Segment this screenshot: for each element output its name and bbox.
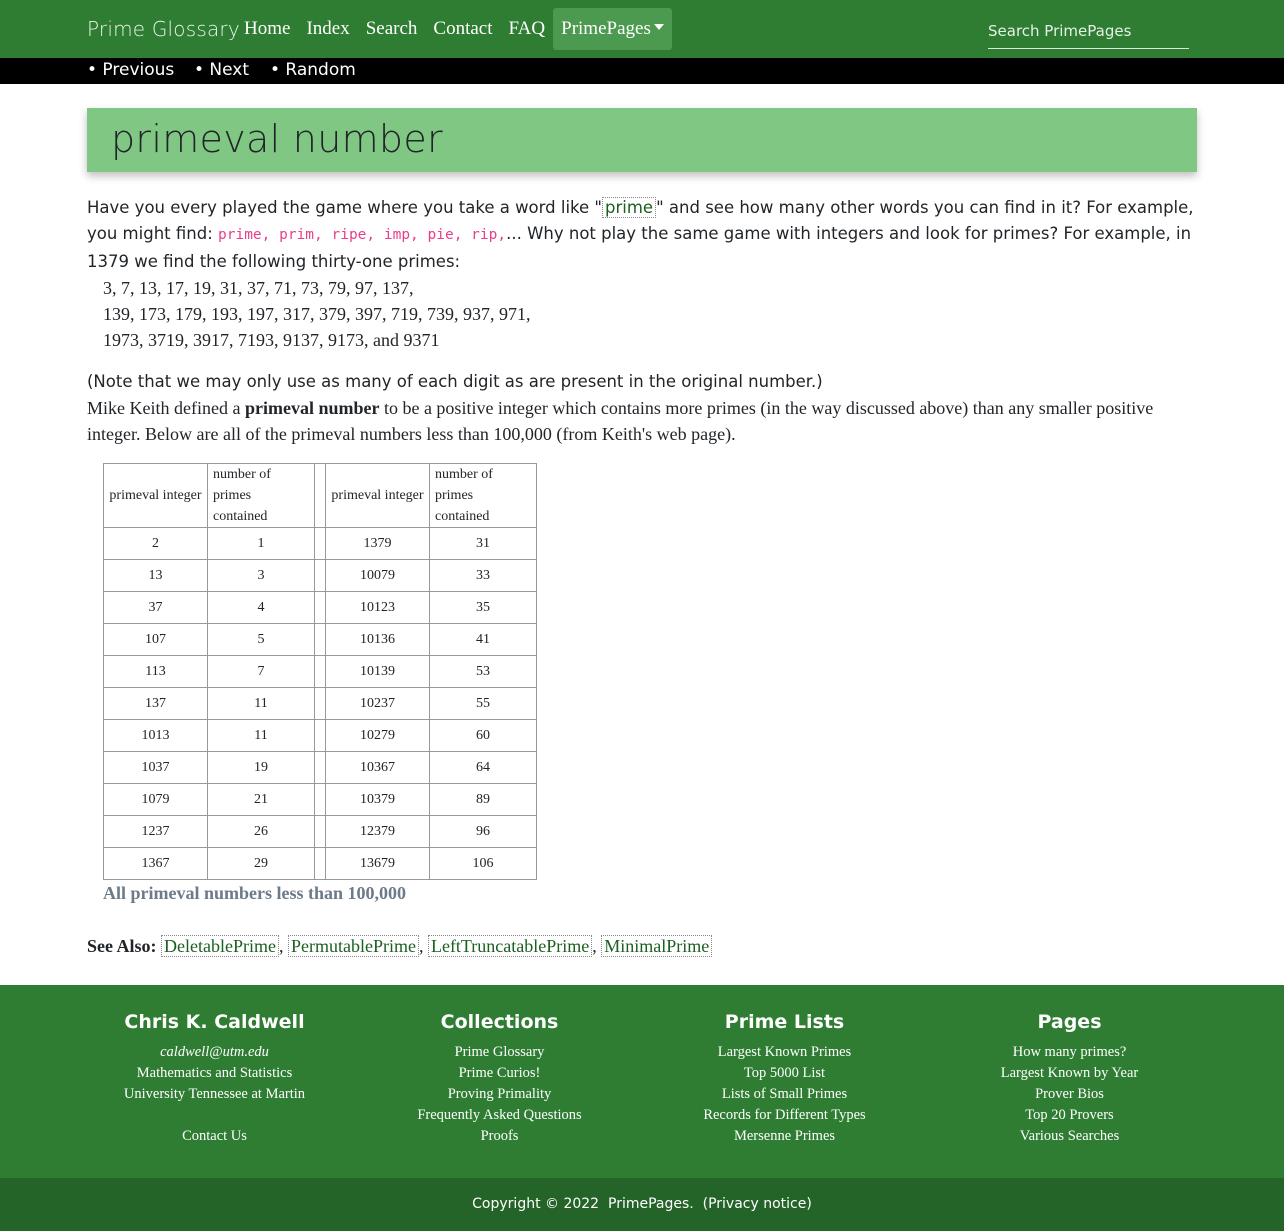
primepages-link[interactable]: PrimePages	[608, 1196, 690, 1212]
table-cell: 113	[104, 656, 208, 688]
table-cell: 3	[208, 560, 315, 592]
table-row	[104, 848, 537, 880]
see-also: See Also: DeletablePrime , PermutablePrime , LeftTruncatablePrime , MinimalPrime	[87, 936, 712, 957]
nav-faq[interactable]: FAQ	[508, 18, 546, 39]
table-cell: 10367	[326, 752, 430, 784]
table-gap	[315, 752, 326, 784]
table-cell: 1237	[104, 816, 208, 848]
table-cell: 7	[208, 656, 315, 688]
table-cell: 12379	[326, 816, 430, 848]
footer-col-author	[72, 1011, 357, 1147]
table-cell: 31	[430, 528, 537, 560]
footer-link-prime-curios[interactable]: Prime Curios!	[458, 1065, 541, 1081]
table-cell: 37	[104, 592, 208, 624]
title-banner	[87, 108, 1197, 172]
see-also-minimal-prime[interactable]: MinimalPrime	[601, 935, 712, 957]
caret-down-icon	[654, 24, 664, 30]
table-cell: 106	[430, 848, 537, 880]
table-cell: 4	[208, 592, 315, 624]
table-row	[104, 816, 537, 848]
nav-index[interactable]: Index	[306, 18, 350, 39]
definition-term: primeval number	[244, 397, 380, 418]
glossary-subnav	[0, 58, 1284, 84]
table-cell: 13	[104, 560, 208, 592]
header-line: number of	[213, 467, 271, 482]
footer-link-largest-known[interactable]: Largest Known Primes	[717, 1044, 852, 1060]
table-header-row	[104, 464, 537, 528]
table-row	[104, 656, 537, 688]
table-cell: 64	[430, 752, 537, 784]
table-gap	[315, 464, 326, 528]
table-cell: 19	[208, 752, 315, 784]
copyright-text: Copyright © 2022	[472, 1196, 600, 1212]
header-line: primes contained	[213, 488, 268, 524]
footer-heading: Pages	[1037, 1011, 1102, 1033]
table-cell: 107	[104, 624, 208, 656]
see-also-left-truncatable-prime[interactable]: LeftTruncatablePrime	[428, 935, 592, 957]
table-row	[104, 752, 537, 784]
copyright-punct: )	[806, 1196, 812, 1212]
table-row	[104, 688, 537, 720]
nav-links	[236, 8, 672, 50]
footer-heading: Collections	[440, 1011, 559, 1033]
nav-home[interactable]: Home	[244, 18, 291, 39]
table-gap	[315, 560, 326, 592]
footer-link-small-primes[interactable]: Lists of Small Primes	[721, 1086, 848, 1102]
table-gap	[315, 688, 326, 720]
header-primes-contained	[430, 464, 537, 528]
footer-heading: Prime Lists	[724, 1011, 845, 1033]
table-gap	[315, 784, 326, 816]
table-row	[104, 720, 537, 752]
primes-list	[87, 275, 1197, 353]
table-cell: 1079	[104, 784, 208, 816]
see-also-permutable-prime[interactable]: PermutablePrime	[288, 935, 419, 957]
table-cell: 10123	[326, 592, 430, 624]
table-cell: 53	[430, 656, 537, 688]
see-also-deletable-prime[interactable]: DeletablePrime	[161, 935, 279, 957]
author-email-link[interactable]: caldwell@utm.edu	[160, 1044, 269, 1060]
dropdown-label: PrimePages	[561, 18, 651, 39]
header-line: primes contained	[435, 488, 490, 524]
table-cell: 35	[430, 592, 537, 624]
definition-text-b: to be a positive integer which contains more primes (in the way discussed above) than any smaller positive integer. Below are all of the primeval numbers less than 100,000 (from Keith's web page).	[87, 397, 1154, 445]
table-cell: 137	[104, 688, 208, 720]
site-footer	[0, 985, 1284, 1178]
definition-text-a: Mike Keith defined a	[87, 397, 245, 418]
footer-link-mersenne[interactable]: Mersenne Primes	[733, 1128, 836, 1144]
table-cell: 10379	[326, 784, 430, 816]
table-cell: 1379	[326, 528, 430, 560]
footer-spacer	[72, 1105, 357, 1126]
table-cell: 10136	[326, 624, 430, 656]
table-cell: 10139	[326, 656, 430, 688]
next-link[interactable]: • Next	[194, 60, 250, 80]
author-university: University Tennessee at Martin	[123, 1086, 306, 1102]
table-cell: 5	[208, 624, 315, 656]
privacy-notice-link[interactable]: Privacy notice	[708, 1196, 807, 1212]
table-gap	[315, 720, 326, 752]
nav-search[interactable]: Search	[365, 18, 418, 39]
footer-link-proofs[interactable]: Proofs	[480, 1128, 519, 1144]
footer-link-how-many-primes[interactable]: How many primes?	[1012, 1044, 1127, 1060]
table-row	[104, 560, 537, 592]
table-gap	[315, 624, 326, 656]
table-cell: 2	[104, 528, 208, 560]
previous-link[interactable]: • Previous	[87, 60, 175, 80]
footer-col-collections	[357, 1011, 642, 1147]
table-gap	[315, 848, 326, 880]
table-gap	[315, 592, 326, 624]
footer-link-various-searches[interactable]: Various Searches	[1019, 1128, 1120, 1144]
footer-link-top-20-provers[interactable]: Top 20 Provers	[1025, 1107, 1114, 1123]
table-cell: 1	[208, 528, 315, 560]
intro-text-b: " and see how many other words you can find in it? For example, you might find:	[87, 198, 1194, 244]
footer-link-proving-primality[interactable]: Proving Primality	[447, 1086, 552, 1102]
footer-link-largest-by-year[interactable]: Largest Known by Year	[1000, 1065, 1139, 1081]
table-cell: 33	[430, 560, 537, 592]
footer-col-pages	[927, 1011, 1212, 1147]
table-cell: 1037	[104, 752, 208, 784]
digit-note: (Note that we may only use as many of each digit as are present in the original number.)	[87, 371, 823, 391]
search-input[interactable]	[988, 14, 1189, 49]
copyright-punct: . (	[689, 1196, 709, 1212]
table-gap	[315, 528, 326, 560]
table-cell: 21	[208, 784, 315, 816]
table-cell: 60	[430, 720, 537, 752]
table-row	[104, 784, 537, 816]
footer-link-faq[interactable]: Frequently Asked Questions	[417, 1107, 582, 1123]
table-row	[104, 624, 537, 656]
table-cell: 41	[430, 624, 537, 656]
top-navbar	[0, 0, 1284, 58]
primes-line: 3, 7, 13, 17, 19, 31, 37, 71, 73, 79, 97, 137,	[103, 277, 414, 298]
table-cell: 96	[430, 816, 537, 848]
table-cell: 55	[430, 688, 537, 720]
brand-link[interactable]: Prime Glossary	[87, 17, 240, 41]
word-examples: prime, prim, ripe, imp, pie, rip,	[218, 227, 507, 244]
intro-text-a: Have you every played the game where you take a word like "	[87, 198, 602, 217]
table-cell: 10279	[326, 720, 430, 752]
page-title: primeval number	[111, 117, 443, 161]
footer-link-top-5000[interactable]: Top 5000 List	[743, 1065, 826, 1081]
table-cell: 1367	[104, 848, 208, 880]
table-caption: All primeval numbers less than 100,000	[103, 883, 407, 903]
table-cell: 11	[208, 720, 315, 752]
primes-line: 1973, 3719, 3917, 7193, 9137, 9173, and 9371	[103, 329, 440, 350]
table-cell: 10237	[326, 688, 430, 720]
main-content	[87, 195, 1197, 447]
random-link[interactable]: • Random	[270, 60, 356, 80]
table-cell: 1013	[104, 720, 208, 752]
definition-paragraph	[87, 395, 1197, 448]
footer-heading: Chris K. Caldwell	[124, 1011, 305, 1033]
table-cell: 89	[430, 784, 537, 816]
footer-link-prover-bios[interactable]: Prover Bios	[1035, 1086, 1104, 1102]
term-link-prime[interactable]: prime	[602, 197, 656, 218]
table-cell: 10079	[326, 560, 430, 592]
author-department: Mathematics and Statistics	[136, 1065, 293, 1081]
table-row	[104, 528, 537, 560]
table-cell: 26	[208, 816, 315, 848]
nav-contact[interactable]: Contact	[433, 18, 493, 39]
table-cell: 11	[208, 688, 315, 720]
copyright-bar	[0, 1178, 1284, 1231]
table-row	[104, 592, 537, 624]
contact-us-link[interactable]: Contact Us	[182, 1128, 247, 1144]
nav-primepages-dropdown[interactable]	[553, 8, 672, 50]
table-gap	[315, 656, 326, 688]
primes-line: 139, 173, 179, 193, 197, 317, 379, 397, 719, 739, 937, 971,	[103, 303, 531, 324]
header-primeval-integer: primeval integer	[104, 464, 208, 528]
footer-link-prime-glossary[interactable]: Prime Glossary	[454, 1044, 545, 1060]
header-primes-contained	[208, 464, 315, 528]
see-also-label: See Also:	[87, 936, 157, 956]
intro-paragraph	[87, 195, 1197, 275]
table-gap	[315, 816, 326, 848]
header-primeval-integer: primeval integer	[326, 464, 430, 528]
table-cell: 29	[208, 848, 315, 880]
footer-col-prime-lists	[642, 1011, 927, 1147]
footer-link-records[interactable]: Records for Different Types	[703, 1107, 866, 1123]
header-line: number of	[435, 467, 493, 482]
intro-text-c: ... Why not play the same game with integers and look for primes? For example, in 1379 we find the following thirty-one primes:	[87, 224, 1192, 271]
primeval-table	[103, 463, 537, 880]
table-cell: 13679	[326, 848, 430, 880]
